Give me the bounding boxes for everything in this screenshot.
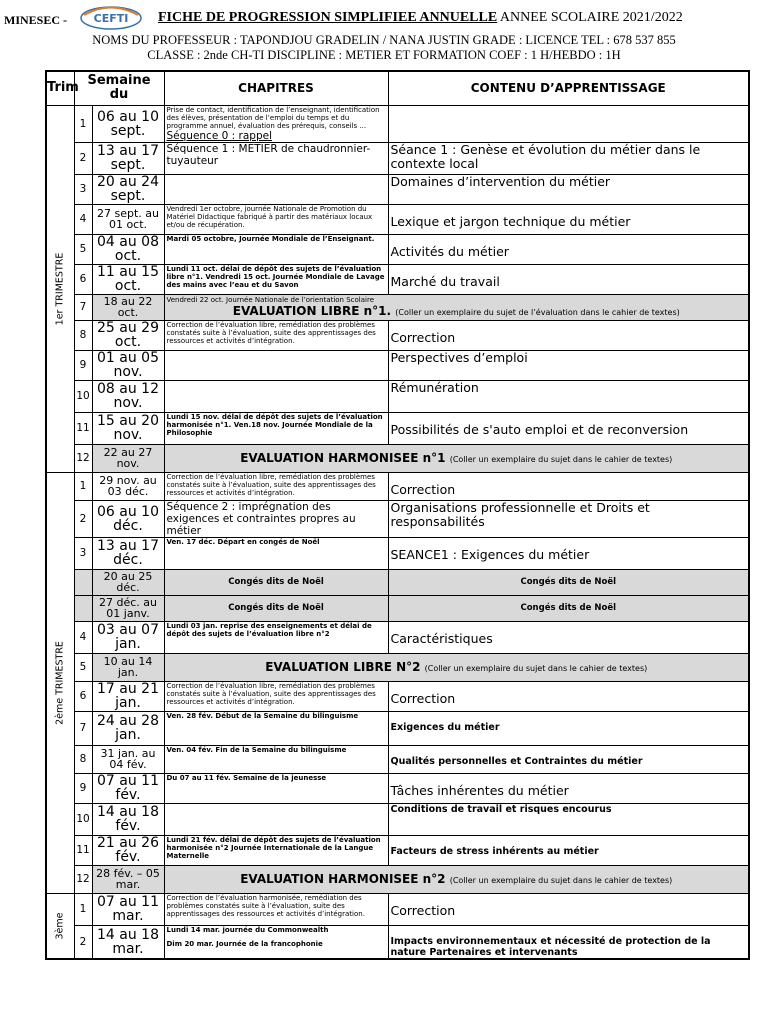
- week-number: 12: [74, 444, 92, 472]
- week-dates: 10 au 14 jan.: [92, 653, 164, 681]
- table-row: [46, 264, 749, 294]
- week-dates: 31 jan. au 04 fév.: [92, 745, 164, 773]
- table-row: [46, 174, 749, 204]
- week-number: [74, 595, 92, 621]
- content-cell: Caractéristiques: [388, 621, 749, 653]
- week-dates: 13 au 17 déc.: [92, 537, 164, 569]
- chapter-cell: [164, 835, 388, 865]
- content-cell: Correction: [388, 320, 749, 350]
- week-number: 5: [74, 234, 92, 264]
- page-title: FICHE DE PROGRESSION SIMPLIFIEE ANNUELLE ANNEE SCOLAIRE 2021/2022: [158, 10, 683, 25]
- table-row: [46, 745, 749, 773]
- week-dates: 15 au 20 nov.: [92, 412, 164, 444]
- table-row: [46, 444, 749, 472]
- evaluation-cell: [164, 294, 749, 320]
- week-number: 8: [74, 320, 92, 350]
- chapter-cell: [164, 204, 388, 234]
- week-dates: 08 au 12 nov.: [92, 380, 164, 412]
- week-note: Correction de l’évaluation libre, remédiation des problèmes constatés suite à l’évaluation, suite des apprentissages des ressources et activités d’intégration.: [166, 320, 376, 345]
- evaluation-title: EVALUATION HARMONISEE n°2: [240, 872, 446, 886]
- content-cell: Conditions de travail et risques encourus: [388, 803, 749, 835]
- week-dates: 07 au 11 fév.: [92, 773, 164, 803]
- table-row: [46, 893, 749, 925]
- week-number: 12: [74, 865, 92, 893]
- week-dates: 03 au 07 jan.: [92, 621, 164, 653]
- table-row: [46, 803, 749, 835]
- week-number: 7: [74, 294, 92, 320]
- content-cell: Correction: [388, 681, 749, 711]
- chapter-text: Séquence 0 : rappel: [166, 129, 272, 142]
- week-dates: 25 au 29 oct.: [92, 320, 164, 350]
- week-number: 10: [74, 380, 92, 412]
- table-row: [46, 569, 749, 595]
- week-number: 4: [74, 204, 92, 234]
- col-chapitres: CHAPITRES: [164, 71, 388, 105]
- chapter-cell: [164, 264, 388, 294]
- chapter-cell: [164, 803, 388, 835]
- week-number: 11: [74, 835, 92, 865]
- content-cell: Qualités personnelles et Contraintes du métier: [388, 745, 749, 773]
- table-row: [46, 320, 749, 350]
- week-note: Lundi 03 jan. reprise des enseignements et délai de dépôt des sujets de l’évaluation libre n°2: [166, 621, 372, 638]
- chapter-cell: [164, 500, 388, 537]
- chapter-cell: [164, 142, 388, 174]
- evaluation-title: EVALUATION HARMONISEE n°1: [240, 451, 446, 465]
- content-cell: Tâches inhérentes du métier: [388, 773, 749, 803]
- week-dates: 07 au 11 mar.: [92, 893, 164, 925]
- week-note: Ven. 28 fév. Début de la Semaine du bilinguisme: [166, 711, 359, 720]
- logo-text: CEFTI: [93, 12, 129, 25]
- trimester-label: 2ème TRIMESTRE: [54, 640, 66, 725]
- holiday-cell: Congés dits de Noël: [164, 595, 388, 621]
- week-dates: 22 au 27 nov.: [92, 444, 164, 472]
- table-row: [46, 294, 749, 320]
- week-number: 7: [74, 711, 92, 745]
- evaluation-cell: [164, 653, 749, 681]
- content-cell: Possibilités de s'auto emploi et de reconversion: [388, 412, 749, 444]
- week-number: 1: [74, 472, 92, 500]
- table-row: [46, 773, 749, 803]
- table-row: [46, 412, 749, 444]
- week-number: 4: [74, 621, 92, 653]
- week-number: 9: [74, 350, 92, 380]
- table-row: [46, 105, 749, 142]
- table-row: [46, 380, 749, 412]
- trimester-cell: [46, 105, 74, 472]
- week-dates: 06 au 10 sept.: [92, 105, 164, 142]
- trimester-cell: [46, 893, 74, 959]
- chapter-text: Séquence 1 : METIER de chaudronnier-tuyauteur: [166, 142, 371, 167]
- content-cell: Perspectives d’emploi: [388, 350, 749, 380]
- chapter-cell: [164, 745, 388, 773]
- chapter-text: Séquence 2 : imprégnation des exigences et contraintes propres au métier: [166, 500, 356, 537]
- week-dates: 04 au 08 oct.: [92, 234, 164, 264]
- week-number: 6: [74, 264, 92, 294]
- week-note: Lundi 14 mar. journée du Commonwealth: [166, 925, 329, 934]
- week-note: Ven. 17 déc. Départ en congés de Noël: [166, 537, 320, 546]
- week-dates: 01 au 05 nov.: [92, 350, 164, 380]
- evaluation-cell: [164, 444, 749, 472]
- cefti-logo: [80, 6, 142, 30]
- holiday-cell: Congés dits de Noël: [388, 595, 749, 621]
- week-note: Vendredi 1er octobre, journée Nationale de Promotion du Matériel Didactique fabriqué à partir des matériaux locaux et/ou de récupération.: [166, 204, 373, 229]
- week-note: Correction de l’évaluation libre, remédiation des problèmes constatés suite à l’évaluation, suite des apprentissages des ressources et activités d’intégration.: [166, 472, 376, 497]
- week-dates: 18 au 22 oct.: [92, 294, 164, 320]
- content-cell: Impacts environnementaux et nécessité de protection de la nature Partenaires et intervenants: [388, 925, 749, 959]
- table-row: [46, 925, 749, 959]
- col-semaine: Semaine du: [74, 71, 164, 105]
- evaluation-title: EVALUATION LIBRE N°2: [265, 660, 421, 674]
- week-dates: 29 nov. au 03 déc.: [92, 472, 164, 500]
- chapter-cell: [164, 681, 388, 711]
- week-note: Ven. 04 fév. Fin de la Semaine du bilinguisme: [166, 745, 347, 754]
- table-row: [46, 350, 749, 380]
- content-cell: Correction: [388, 893, 749, 925]
- table-row: [46, 142, 749, 174]
- week-dates: 21 au 26 fév.: [92, 835, 164, 865]
- content-cell: Marché du travail: [388, 264, 749, 294]
- week-note: Lundi 11 oct. délai de dépôt des sujets de l’évaluation libre n°1. Vendredi 15 oct. Journée Mondiale de Lavage des mains avec l’eau et du Savon: [166, 264, 385, 289]
- content-cell: Activités du métier: [388, 234, 749, 264]
- content-cell: [388, 105, 749, 142]
- table-header-row: [46, 71, 749, 105]
- content-cell: Exigences du métier: [388, 711, 749, 745]
- week-number: 2: [74, 142, 92, 174]
- table-row: [46, 537, 749, 569]
- week-number: 2: [74, 500, 92, 537]
- week-number: 6: [74, 681, 92, 711]
- document-header: [0, 8, 768, 30]
- week-dates: 14 au 18 mar.: [92, 925, 164, 959]
- week-number: 10: [74, 803, 92, 835]
- evaluation-note: (Coller un exemplaire du sujet dans le cahier de textes): [424, 664, 648, 673]
- chapter-cell: [164, 711, 388, 745]
- evaluation-note: (Coller un exemplaire du sujet dans le cahier de textes): [449, 455, 673, 464]
- chapter-cell: [164, 472, 388, 500]
- chapter-cell: [164, 350, 388, 380]
- chapter-cell: [164, 621, 388, 653]
- week-number: [74, 569, 92, 595]
- week-note-2: Dim 20 mar. Journée de la francophonie: [166, 939, 323, 948]
- week-number: 11: [74, 412, 92, 444]
- content-cell: Domaines d’intervention du métier: [388, 174, 749, 204]
- teacher-line: NOMS DU PROFESSEUR : TAPONDJOU GRADELIN / NANA JUSTIN GRADE : LICENCE TEL : 678 537 855: [92, 33, 676, 47]
- holiday-cell: Congés dits de Noël: [164, 569, 388, 595]
- table-row: [46, 653, 749, 681]
- col-trim: Trim: [46, 71, 74, 105]
- content-cell: Rémunération: [388, 380, 749, 412]
- evaluation-note: (Coller un exemplaire du sujet dans le cahier de textes): [449, 876, 673, 885]
- holiday-cell: Congés dits de Noël: [388, 569, 749, 595]
- table-row: [46, 472, 749, 500]
- content-cell: Séance 1 : Genèse et évolution du métier dans le contexte local: [388, 142, 749, 174]
- chapter-cell: [164, 537, 388, 569]
- content-cell: Correction: [388, 472, 749, 500]
- content-cell: Facteurs de stress inhérents au métier: [388, 835, 749, 865]
- chapter-cell: [164, 380, 388, 412]
- week-number: 8: [74, 745, 92, 773]
- content-cell: Organisations professionnelle et Droits et responsabilités: [388, 500, 749, 537]
- week-dates: 11 au 15 oct.: [92, 264, 164, 294]
- chapter-cell: [164, 174, 388, 204]
- content-cell: Lexique et jargon technique du métier: [388, 204, 749, 234]
- week-number: 1: [74, 105, 92, 142]
- chapter-cell: [164, 320, 388, 350]
- chapter-cell: [164, 893, 388, 925]
- week-note: Du 07 au 11 fév. Semaine de la jeunesse: [166, 773, 327, 782]
- table-row: [46, 500, 749, 537]
- week-note: Vendredi 22 oct. Journée Nationale de l’orientation Scolaire: [166, 296, 374, 304]
- table-row: [46, 595, 749, 621]
- chapter-cell: [164, 105, 388, 142]
- week-note: Correction de l’évaluation libre, remédiation des problèmes constatés suite à l’évaluation, suite des apprentissages des ressources et activités d’intégration.: [166, 681, 376, 706]
- week-number: 9: [74, 773, 92, 803]
- week-dates: 28 fév. – 05 mar.: [92, 865, 164, 893]
- week-number: 3: [74, 537, 92, 569]
- week-note: Correction de l’évaluation harmonisée, remédiation des problèmes constatés suite à l’évaluation, suite des apprentissages des ressources et activités d’intégration.: [166, 893, 365, 918]
- trimester-label: 1er TRIMESTRE: [54, 252, 66, 325]
- week-number: 5: [74, 653, 92, 681]
- table-row: [46, 835, 749, 865]
- week-note: Lundi 21 fév. délai de dépôt des sujets de l’évaluation harmonisée n°2 Journée Internationale de la Langue Maternelle: [166, 835, 381, 860]
- col-contenu: CONTENU D’APPRENTISSAGE: [388, 71, 749, 105]
- table-row: [46, 681, 749, 711]
- week-number: 2: [74, 925, 92, 959]
- org-label: MINESEC -: [4, 13, 68, 27]
- week-number: 1: [74, 893, 92, 925]
- chapter-cell: [164, 234, 388, 264]
- week-dates: 17 au 21 jan.: [92, 681, 164, 711]
- chapter-cell: [164, 773, 388, 803]
- progression-table: [45, 70, 750, 960]
- table-row: [46, 621, 749, 653]
- table-row: [46, 204, 749, 234]
- evaluation-note: (Coller un exemplaire du sujet de l’évaluation dans le cahier de textes): [395, 308, 680, 317]
- week-dates: 14 au 18 fév.: [92, 803, 164, 835]
- week-dates: 24 au 28 jan.: [92, 711, 164, 745]
- week-dates: 27 déc. au 01 janv.: [92, 595, 164, 621]
- table-row: [46, 711, 749, 745]
- chapter-cell: [164, 412, 388, 444]
- week-dates: 20 au 24 sept.: [92, 174, 164, 204]
- week-dates: 06 au 10 déc.: [92, 500, 164, 537]
- table-row: [46, 234, 749, 264]
- trimester-label: 3ème: [54, 912, 66, 939]
- evaluation-cell: [164, 865, 749, 893]
- week-dates: 13 au 17 sept.: [92, 142, 164, 174]
- evaluation-title: EVALUATION LIBRE n°1.: [232, 304, 392, 318]
- table-row: [46, 865, 749, 893]
- week-note: Lundi 15 nov. délai de dépôt des sujets de l’évaluation harmonisée n°1. Ven.18 nov. Journée Mondiale de la Philosophie: [166, 412, 383, 437]
- class-line: CLASSE : 2nde CH-TI DISCIPLINE : METIER ET FORMATION COEF : 1 H/HEBDO : 1H: [147, 48, 621, 62]
- content-cell: SEANCE1 : Exigences du métier: [388, 537, 749, 569]
- trimester-cell: [46, 472, 74, 893]
- week-number: 3: [74, 174, 92, 204]
- week-dates: 27 sept. au 01 oct.: [92, 204, 164, 234]
- week-note: Prise de contact, identification de l’enseignant, identification des élèves, présentation de l’emploi du temps et du programme annuel, évaluation des prérequis, conseils ...: [166, 105, 380, 130]
- week-dates: 20 au 25 déc.: [92, 569, 164, 595]
- week-note: Mardi 05 octobre, Journée Mondiale de l’Enseignant.: [166, 234, 375, 243]
- chapter-cell: [164, 925, 388, 959]
